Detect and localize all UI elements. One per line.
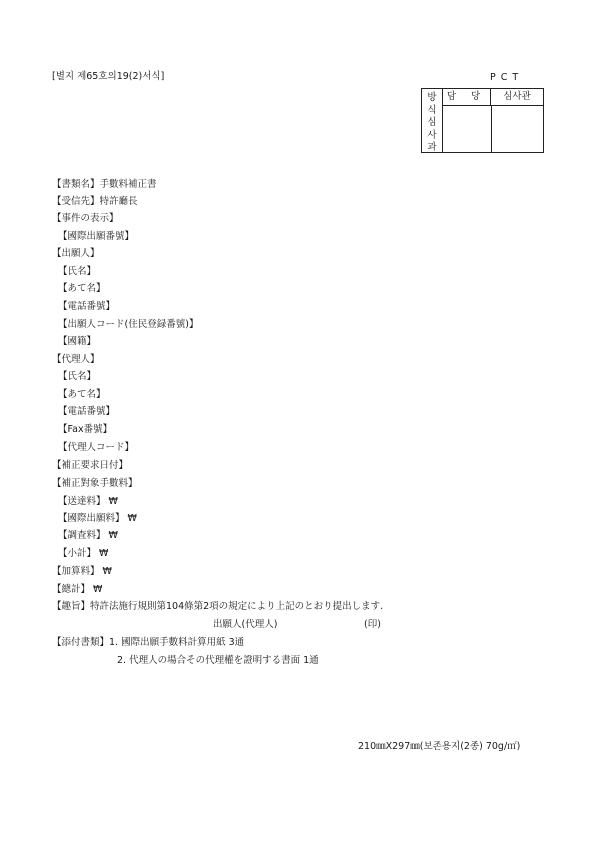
- form-number-label: [별지 제65호의19(2)서식]: [52, 71, 165, 82]
- agent-name-line: 【氏名】: [52, 371, 97, 382]
- agent-fax-line: 【Fax番號】: [52, 424, 113, 435]
- applicant-address-line: 【あて名】: [52, 283, 106, 294]
- stamp-col-officer: 담 당: [443, 89, 491, 106]
- surcharge-line: 【加算料】 ₩: [52, 566, 112, 577]
- agent-line: 【代理人】: [52, 354, 100, 365]
- seal-mark: (印): [364, 619, 381, 630]
- amendment-request-date-line: 【補正要求日付】: [52, 460, 129, 471]
- stamp-side-char: 식: [427, 104, 437, 116]
- intl-filing-fee-line: 【國際出願料】 ₩: [52, 513, 137, 524]
- attachments-line-1: 【添付書類】1. 國際出願手數料計算用紙 3通: [52, 637, 245, 648]
- signature-applicant-label: 出願人(代理人): [213, 619, 278, 630]
- attachments-line-2: 2. 代理人の場合その代理權を證明する書面 1通: [117, 655, 319, 666]
- applicant-phone-line: 【電話番號】: [52, 301, 116, 312]
- agent-phone-line: 【電話番號】: [52, 406, 116, 417]
- case-indication-line: 【事件の表示】: [52, 213, 119, 224]
- stamp-side-char: 방: [427, 92, 437, 103]
- pct-label: PCT: [490, 72, 524, 83]
- total-line: 【總計】 ₩: [52, 584, 103, 595]
- subtotal-line: 【小計】 ₩: [52, 548, 109, 559]
- applicant-nationality-line: 【國籍】: [52, 336, 97, 347]
- stamp-side-char: 사: [427, 129, 437, 141]
- applicant-name-line: 【氏名】: [52, 266, 97, 277]
- stamp-side-char: 과: [427, 142, 437, 152]
- recipient-line: 【受信先】特許廳長: [52, 196, 138, 207]
- fees-subject-line: 【補正對象手數料】: [52, 478, 138, 489]
- stamp-col-examiner: 심사관: [491, 89, 543, 106]
- agent-address-line: 【あて名】: [52, 389, 106, 400]
- applicant-code-line: 【出願人コード(住民登録番號)】: [52, 319, 199, 330]
- paper-spec-footer: 210㎜X297㎜(보존용지(2종) 70g/㎡): [358, 741, 521, 752]
- stamp-side-char: 심: [427, 117, 437, 128]
- purpose-line: 【趣旨】特許法施行規則第104條第2項の規定により上記のとおり提出します.: [52, 601, 384, 612]
- approval-stamp-box: [421, 88, 544, 153]
- transmittal-fee-line: 【送達料】 ₩: [52, 496, 118, 507]
- stamp-divider: [491, 106, 492, 152]
- intl-application-number-line: 【國際出願番號】: [52, 231, 135, 242]
- search-fee-line: 【調査料】 ₩: [52, 530, 118, 541]
- applicant-line: 【出願人】: [52, 248, 100, 259]
- stamp-side-label: [422, 89, 443, 152]
- document-name-line: 【書類名】手數料補正書: [52, 179, 157, 190]
- agent-code-line: 【代理人コード】: [52, 442, 135, 453]
